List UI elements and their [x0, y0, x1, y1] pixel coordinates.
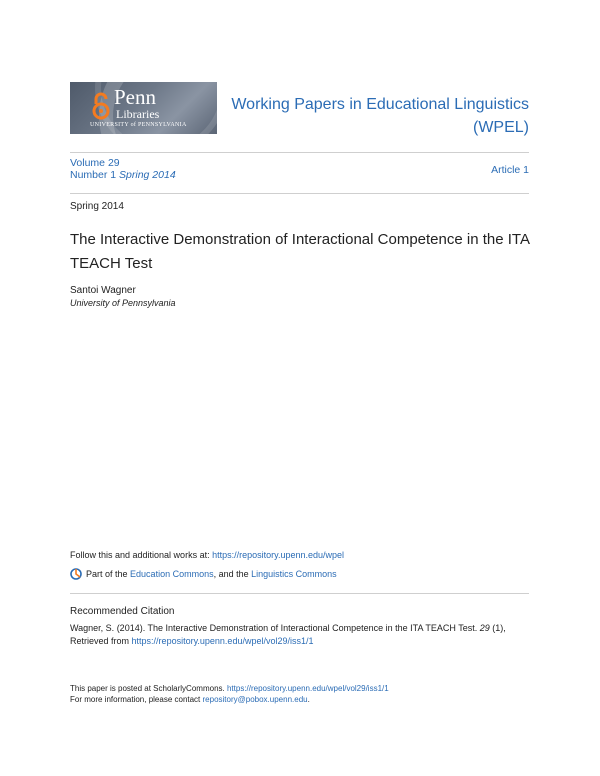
commons-network-icon	[70, 568, 82, 580]
part-of-middle: , and the	[213, 569, 249, 579]
footer-contact-line	[70, 695, 310, 704]
journal-title-line2: (WPEL)	[473, 119, 529, 136]
part-of-prefix: Part of the	[86, 569, 128, 579]
publication-date: Spring 2014	[70, 201, 124, 212]
divider-top	[70, 152, 529, 153]
citation-main: Wagner, S. (2014). The Interactive Demonstration of Interactional Competence in the ITA TEACH Test.	[70, 623, 478, 633]
part-of-line	[70, 568, 337, 580]
journal-title-link[interactable]	[209, 93, 529, 139]
paper-title: The Interactive Demonstration of Interactional Competence in the ITA TEACH Test	[70, 231, 530, 272]
logo-libraries-text: Libraries	[116, 107, 160, 121]
linguistics-commons-link[interactable]: Linguistics Commons	[251, 569, 337, 579]
author-affiliation: University of Pennsylvania	[70, 298, 176, 308]
number-link[interactable]: Number 1	[70, 169, 117, 181]
footer-contact-text: For more information, please contact	[70, 695, 201, 704]
citation-volume: 29	[479, 623, 490, 633]
footer-posted-text: This paper is posted at ScholarlyCommons.	[70, 684, 225, 693]
follow-line	[70, 550, 344, 560]
citation-text	[70, 622, 530, 648]
number-season-line	[70, 169, 176, 181]
logo-penn-text: Penn	[114, 85, 156, 109]
divider-issue	[70, 193, 529, 194]
volume-link[interactable]: Volume 29	[70, 157, 120, 169]
footer-posted-link[interactable]: https://repository.upenn.edu/wpel/vol29/iss1/1	[226, 684, 389, 693]
issue-info[interactable]	[70, 157, 176, 181]
recommended-citation-heading: Recommended Citation	[70, 606, 175, 617]
journal-title-line1: Working Papers in Educational Linguistics	[231, 96, 529, 113]
education-commons-link[interactable]: Education Commons	[130, 569, 214, 579]
article-number-link[interactable]: Article 1	[491, 164, 529, 176]
follow-link[interactable]: https://repository.upenn.edu/wpel	[212, 550, 345, 560]
season-text: Spring 2014	[119, 169, 176, 181]
open-access-lock-icon	[92, 92, 110, 120]
citation-retrieved: (1), Retrieved from	[70, 623, 506, 646]
author-name: Santoi Wagner	[70, 285, 136, 296]
penn-libraries-logo[interactable]	[70, 82, 217, 134]
footer-contact-email[interactable]: repository@pobox.upenn.edu	[202, 695, 308, 704]
citation-link[interactable]: https://repository.upenn.edu/wpel/vol29/iss1/1	[131, 636, 314, 646]
logo-university-text: UNIVERSITY of PENNSYLVANIA	[90, 122, 187, 128]
follow-text: Follow this and additional works at:	[70, 550, 210, 560]
footer-contact-end: .	[307, 695, 310, 704]
footer-posted-line	[70, 684, 389, 693]
divider-citation	[70, 593, 529, 594]
